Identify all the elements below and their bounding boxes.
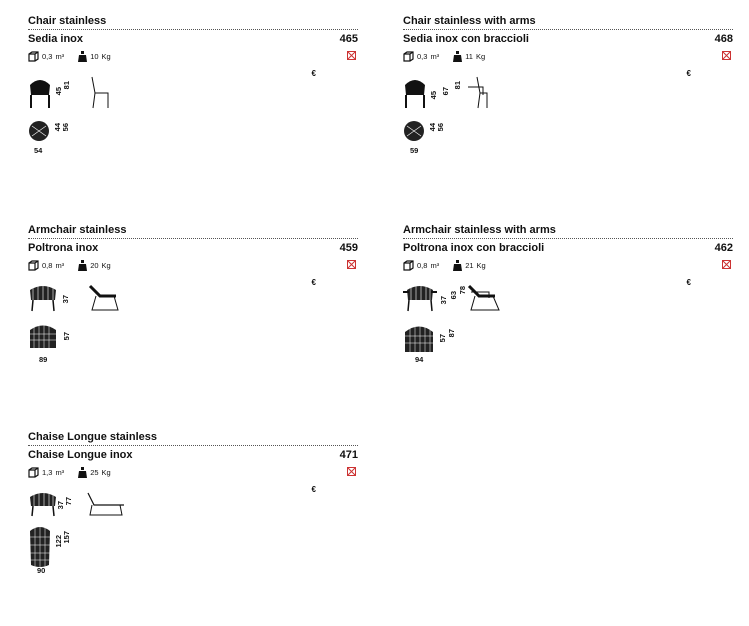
side-view-drawing: [88, 75, 112, 109]
dimension-label: 87: [447, 329, 456, 338]
divider: [28, 29, 358, 30]
width-label: 90: [37, 566, 46, 575]
volume-value: 0,3: [42, 52, 53, 61]
product-title-it: Chaise Longue inox: [28, 449, 133, 461]
weight-value: 10: [90, 52, 99, 61]
dimension-label: 81: [62, 81, 71, 90]
dimension-label: 56: [61, 123, 70, 132]
volume-unit: m³: [430, 52, 440, 61]
product-code: 465: [339, 33, 358, 45]
dimension-label: 44: [53, 123, 62, 132]
volume-value: 0,3: [417, 52, 428, 61]
product-code: 462: [714, 242, 733, 254]
dimension-label: 44: [428, 123, 437, 132]
volume-value: 0,8: [42, 261, 53, 270]
width-label: 94: [415, 355, 424, 364]
product-card: [28, 224, 358, 414]
volume-unit: m³: [430, 261, 440, 270]
divider: [28, 445, 358, 446]
dimension-label: 78: [458, 286, 467, 295]
divider: [28, 238, 358, 239]
finish-swatch-icon: [722, 51, 731, 60]
width-label: 59: [410, 146, 419, 155]
dimension-label: 157: [62, 531, 71, 544]
weight-icon: [453, 260, 462, 271]
weight-unit: Kg: [101, 261, 111, 270]
dimension-label: 37: [61, 295, 70, 304]
dimension-label: 37: [439, 296, 448, 305]
currency-symbol: €: [311, 485, 316, 494]
side-view-drawing: [88, 284, 120, 312]
product-title-en: Armchair stainless: [28, 224, 127, 236]
finish-swatch-icon: [347, 260, 356, 269]
product-card: [403, 224, 733, 414]
finish-swatch-icon: [347, 467, 356, 476]
weight-value: 21: [465, 261, 474, 270]
weight-icon: [453, 51, 462, 62]
currency-symbol: €: [311, 278, 316, 287]
front-view-drawing: [28, 491, 58, 517]
currency-symbol: €: [311, 69, 316, 78]
width-label: 54: [34, 146, 43, 155]
dimension-label: 57: [438, 334, 447, 343]
product-card: [403, 15, 733, 205]
dimension-label: 45: [54, 87, 63, 96]
weight-value: 25: [90, 468, 99, 477]
dimension-label: 67: [441, 87, 450, 96]
specs-row: [28, 467, 111, 478]
product-title-it: Sedia inox con braccioli: [403, 33, 529, 45]
product-title-it: Sedia inox: [28, 33, 84, 45]
weight-unit: Kg: [475, 52, 486, 61]
product-code: 468: [714, 33, 733, 45]
product-title-en: Armchair stainless with arms: [403, 224, 556, 236]
specs-row: [28, 260, 111, 271]
volume-value: 1,3: [42, 468, 53, 477]
cube-icon: [403, 51, 414, 62]
dimension-label: 57: [62, 332, 71, 341]
dimension-label: 81: [453, 81, 462, 90]
dimension-label: 56: [436, 123, 445, 132]
side-view-drawing: [463, 75, 489, 109]
dimension-label: 37: [56, 501, 65, 510]
side-view-drawing: [467, 284, 501, 312]
product-title-it: Poltrona inox con braccioli: [403, 242, 545, 254]
product-title-it: Poltrona inox: [28, 242, 99, 254]
width-label: 89: [39, 355, 48, 364]
dimension-label: 77: [64, 497, 73, 506]
product-title-en: Chair stainless: [28, 15, 107, 27]
front-view-drawing: [28, 284, 58, 312]
top-view-drawing: [28, 324, 58, 352]
product-card: [28, 15, 358, 205]
product-title-en: Chaise Longue stainless: [28, 431, 157, 443]
side-view-drawing: [86, 491, 126, 517]
volume-value: 0,8: [417, 261, 428, 270]
cube-icon: [28, 51, 39, 62]
cube-icon: [403, 260, 414, 271]
product-code: 459: [339, 242, 358, 254]
cube-icon: [28, 260, 39, 271]
weight-icon: [78, 260, 87, 271]
cube-icon: [28, 467, 39, 478]
divider: [403, 29, 733, 30]
weight-icon: [78, 51, 87, 62]
top-view-drawing: [28, 525, 52, 569]
product-card: [28, 431, 358, 621]
finish-swatch-icon: [347, 51, 356, 60]
product-code: 471: [339, 449, 358, 461]
volume-unit: m³: [55, 261, 65, 270]
divider: [403, 238, 733, 239]
top-view-drawing: [28, 120, 50, 142]
weight-value: 20: [90, 261, 99, 270]
specs-row: [28, 51, 111, 62]
currency-symbol: €: [686, 69, 691, 78]
product-title-en: Chair stainless with arms: [403, 15, 536, 27]
front-view-drawing: [403, 75, 427, 109]
specs-row: [403, 51, 485, 62]
top-view-drawing: [403, 324, 435, 356]
weight-value: 11: [465, 52, 473, 61]
weight-icon: [78, 467, 87, 478]
dimension-label: 122: [54, 535, 63, 548]
dimension-label: 45: [429, 91, 438, 100]
dimension-label: 63: [449, 291, 458, 300]
specs-row: [403, 260, 486, 271]
volume-unit: m³: [55, 468, 65, 477]
front-view-drawing: [28, 75, 52, 109]
weight-unit: Kg: [476, 261, 486, 270]
front-view-drawing: [403, 284, 437, 312]
finish-swatch-icon: [722, 260, 731, 269]
volume-unit: m³: [55, 52, 65, 61]
weight-unit: Kg: [101, 52, 111, 61]
weight-unit: Kg: [101, 468, 111, 477]
currency-symbol: €: [686, 278, 691, 287]
top-view-drawing: [403, 120, 425, 142]
